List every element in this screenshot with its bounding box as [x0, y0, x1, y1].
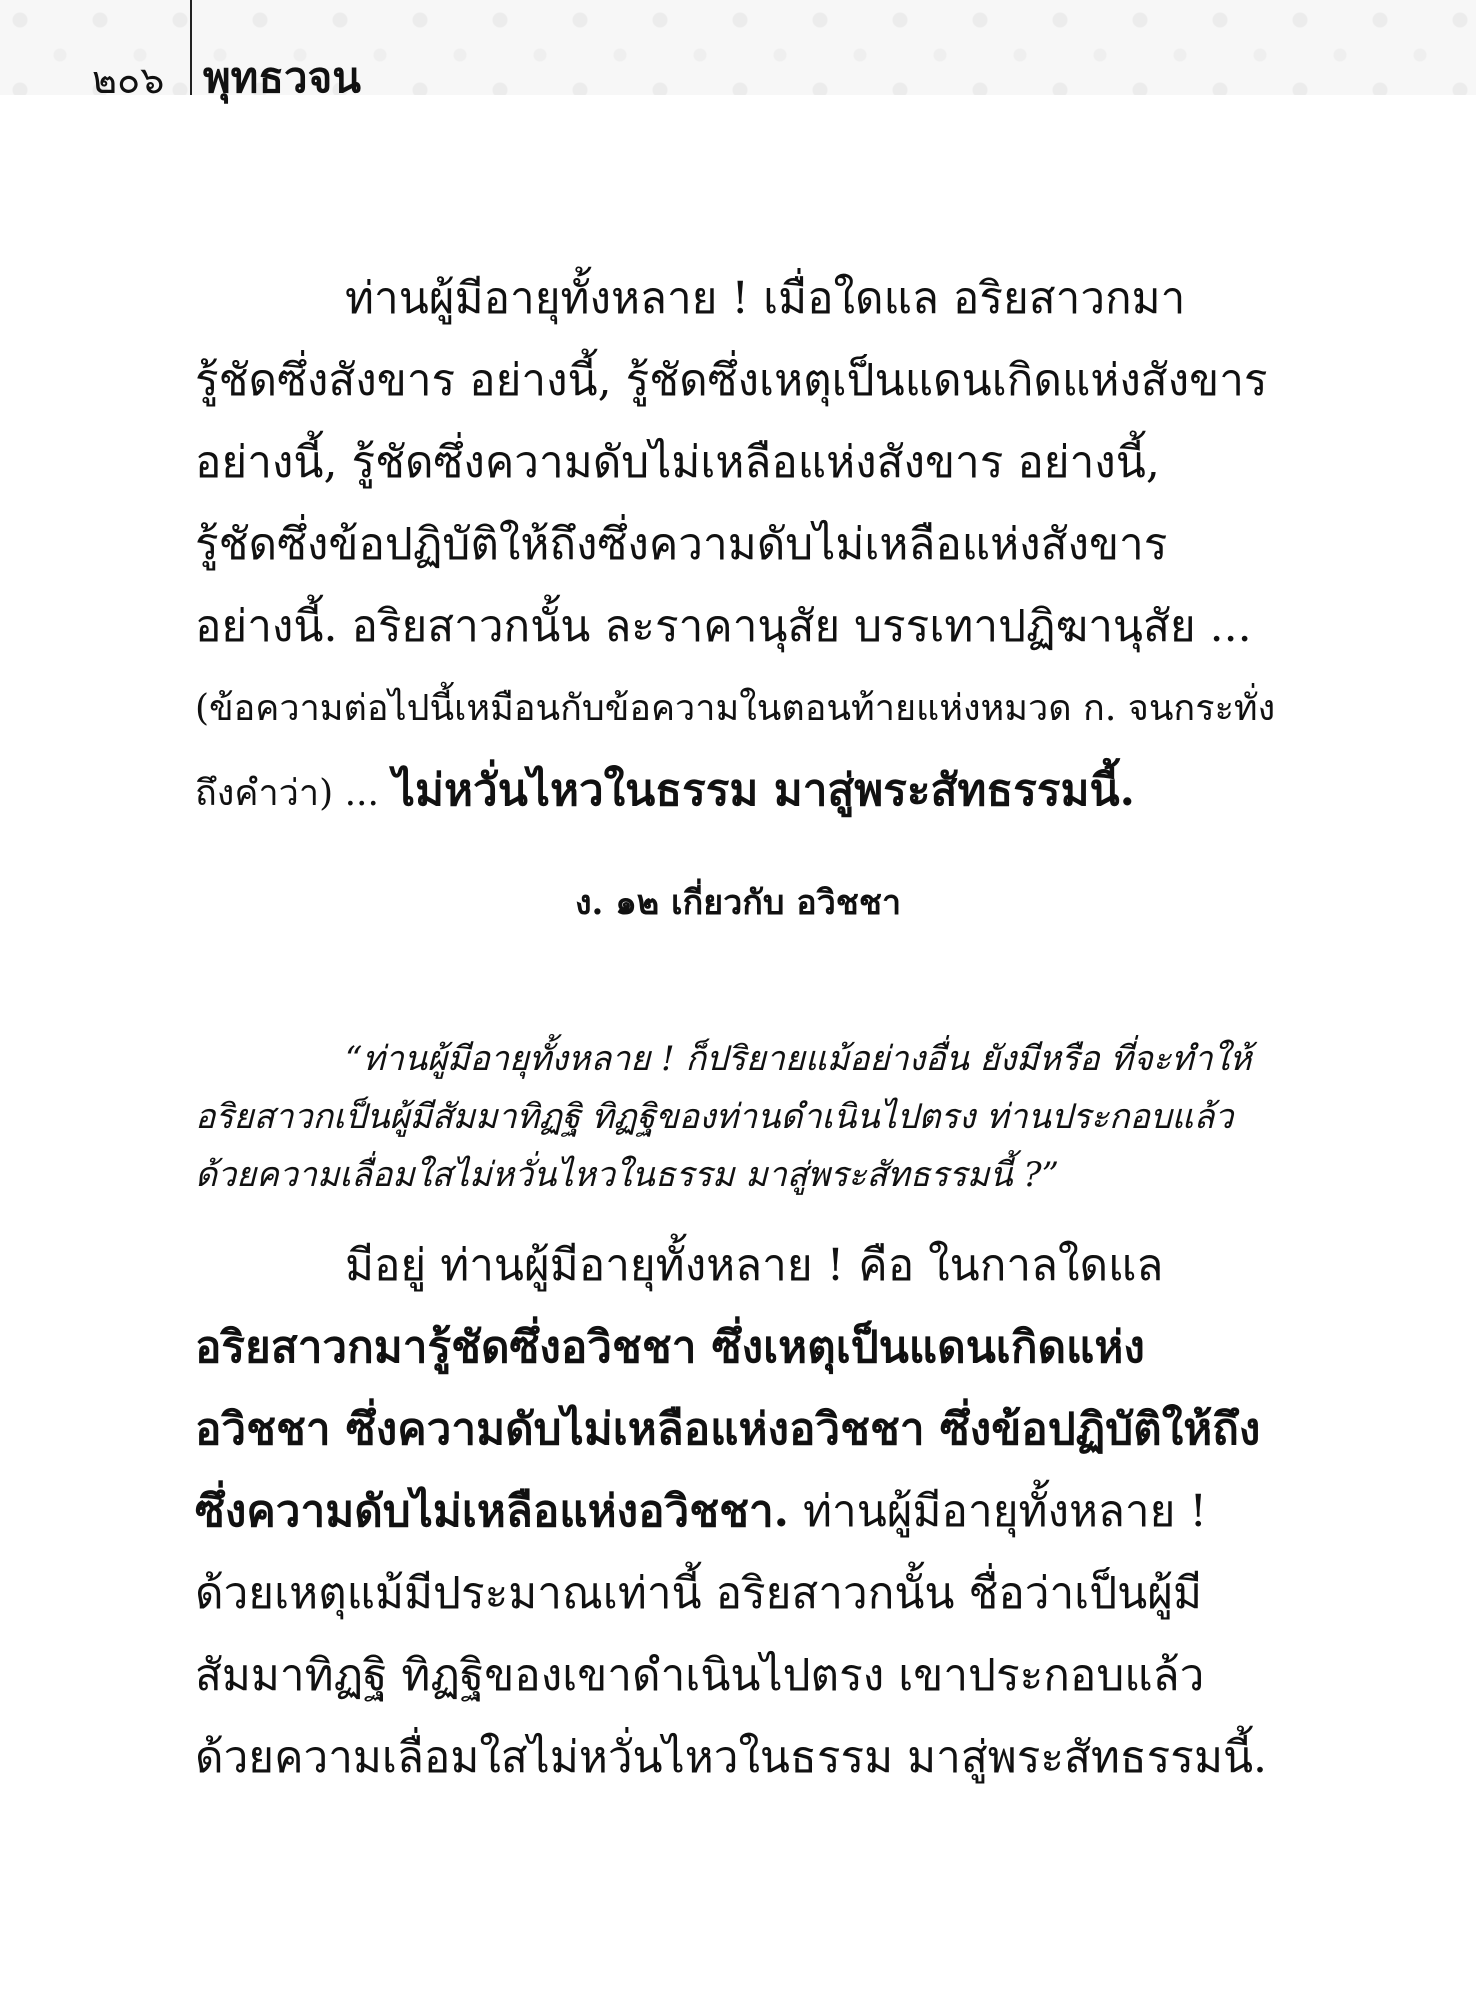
paragraph-note-text: ถึงคำว่า) ...	[195, 773, 379, 814]
section-heading: ง. ๑๒ เกี่ยวกับ อวิชชา	[574, 883, 902, 923]
paragraph-bold-text: ซึ่งความดับไม่เหลือแห่งอวิชชา.	[195, 1486, 789, 1537]
paragraph-text: ท่านผู้มีอายุทั้งหลาย !	[789, 1486, 1208, 1537]
quote-line: อริยสาวกเป็นผู้มีสัมมาทิฏฐิ ทิฏฐิของท่านดำเนินไปตรง ท่านประกอบแล้ว	[195, 1097, 1234, 1137]
quote-line: ด้วยความเลื่อมใสไม่หวั่นไหวในธรรม มาสู่พระสัทธรรมนี้ ?”	[195, 1155, 1059, 1195]
header-divider	[190, 0, 192, 95]
paragraph-2	[195, 1225, 1268, 1799]
paragraph-1	[195, 258, 1276, 835]
paragraph-line: ท่านผู้มีอายุทั้งหลาย ! เมื่อใดแล อริยสาวกมา	[345, 273, 1186, 324]
paragraph-line: อย่างนี้, รู้ชัดซึ่งความดับไม่เหลือแห่งสังขาร อย่างนี้,	[195, 437, 1160, 488]
quoted-question	[195, 1030, 1252, 1204]
paragraph-line: รู้ชัดซึ่งสังขาร อย่างนี้, รู้ชัดซึ่งเหตุเป็นแดนเกิดแห่งสังขาร	[195, 355, 1268, 406]
paragraph-line	[195, 750, 1195, 835]
paragraph-line: อริยสาวกมารู้ชัดซึ่งอวิชชา ซึ่งเหตุเป็นแดนเกิดแห่ง	[195, 1322, 1145, 1373]
paragraph-line: (ข้อความต่อไปนี้เหมือนกับข้อความในตอนท้ายแห่งหมวด ก. จนกระทั่ง	[195, 688, 1276, 729]
paragraph-line: ด้วยความเลื่อมใสไม่หวั่นไหวในธรรม มาสู่พระสัทธรรมนี้.	[195, 1732, 1268, 1783]
quote-line: “ท่านผู้มีอายุทั้งหลาย ! ก็ปริยายแม้อย่างอื่น ยังมีหรือ ที่จะทำให้	[345, 1039, 1252, 1079]
page-number: ๒๐๖	[92, 58, 165, 102]
paragraph-line: ด้วยเหตุแม้มีประมาณเท่านี้ อริยสาวกนั้น ชื่อว่าเป็นผู้มี	[195, 1568, 1203, 1619]
paragraph-line: สัมมาทิฏฐิ ทิฏฐิของเขาดำเนินไปตรง เขาประกอบแล้ว	[195, 1650, 1205, 1701]
paragraph-bold-text: ไม่หวั่นไหวในธรรม มาสู่พระสัทธรรมนี้.	[392, 765, 1135, 816]
paragraph-line: รู้ชัดซึ่งข้อปฏิบัติให้ถึงซึ่งความดับไม่เหลือแห่งสังขาร	[195, 519, 1168, 570]
paragraph-line: อวิชชา ซึ่งความดับไม่เหลือแห่งอวิชชา ซึ่งข้อปฏิบัติให้ถึง	[195, 1404, 1261, 1455]
paragraph-line: มีอยู่ ท่านผู้มีอายุทั้งหลาย ! คือ ในกาลใดแล	[345, 1240, 1164, 1291]
running-title: พุทธวจน	[203, 53, 361, 102]
paragraph-line	[195, 1471, 1208, 1553]
paragraph-line: อย่างนี้. อริยสาวกนั้น ละราคานุสัย บรรเทาปฏิฆานุสัย ...	[195, 601, 1252, 652]
